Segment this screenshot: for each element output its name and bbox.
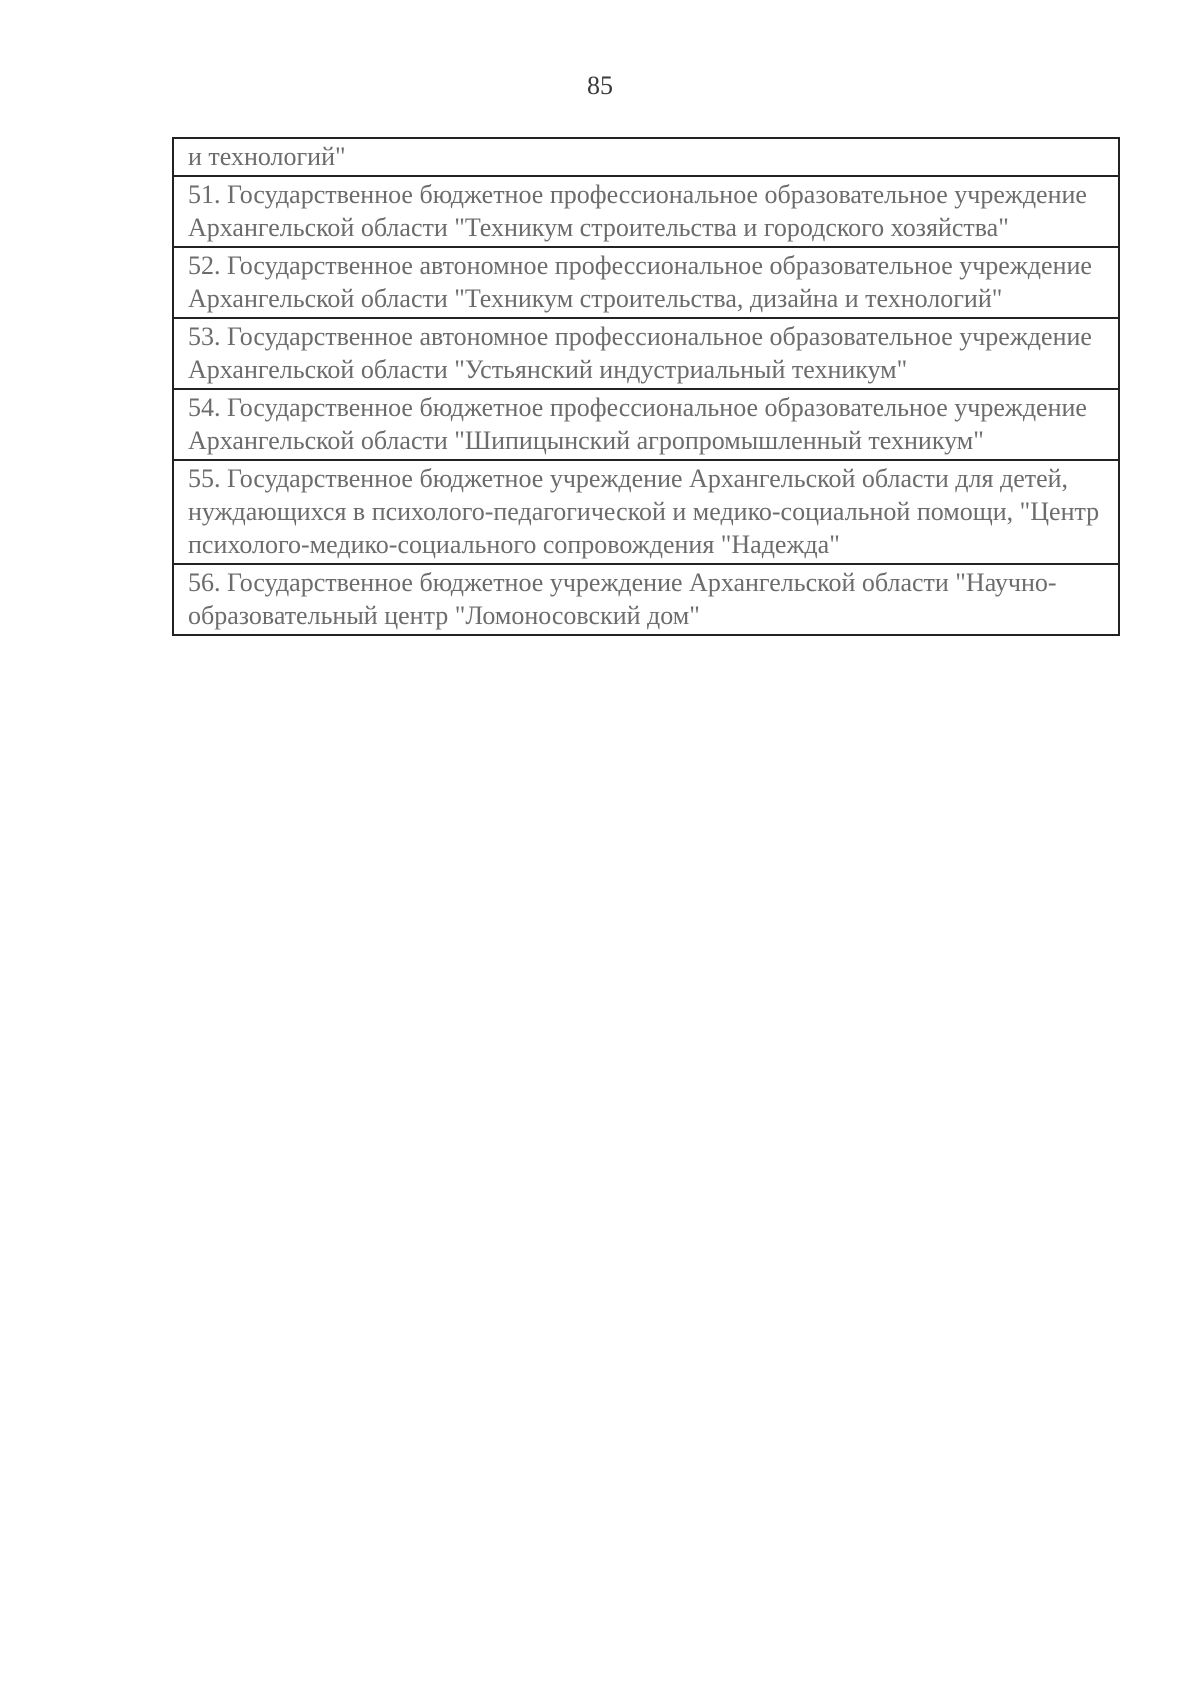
table-cell: 56. Государственное бюджетное учреждение Архангельской области "Научно-образовательный центр "Ломоносовский дом" xyxy=(173,564,1119,635)
table-row xyxy=(173,318,1119,389)
table-row xyxy=(173,176,1119,247)
table-row xyxy=(173,389,1119,460)
institutions-table xyxy=(172,137,1120,636)
table-cell: 54. Государственное бюджетное профессиональное образовательное учреждение Архангельской области "Шипицынский агропромышленный техникум" xyxy=(173,389,1119,460)
table-row xyxy=(173,564,1119,635)
table-cell: и технологий" xyxy=(173,138,1119,176)
table-row xyxy=(173,138,1119,176)
page-number: 85 xyxy=(587,71,613,100)
table-cell: 53. Государственное автономное профессиональное образовательное учреждение Архангельской области "Устьянский индустриальный техникум" xyxy=(173,318,1119,389)
table-cell: 55. Государственное бюджетное учреждение Архангельской области для детей, нуждающихся в психолого-педагогической и медико-социальной помощи, "Центр психолого-медико-социального сопровождения "Надежда" xyxy=(173,460,1119,564)
table-cell: 52. Государственное автономное профессиональное образовательное учреждение Архангельской области "Техникум строительства, дизайна и технологий" xyxy=(173,247,1119,318)
table-cell: 51. Государственное бюджетное профессиональное образовательное учреждение Архангельской области "Техникум строительства и городского хозяйства" xyxy=(173,176,1119,247)
table-row xyxy=(173,247,1119,318)
table-row xyxy=(173,460,1119,564)
